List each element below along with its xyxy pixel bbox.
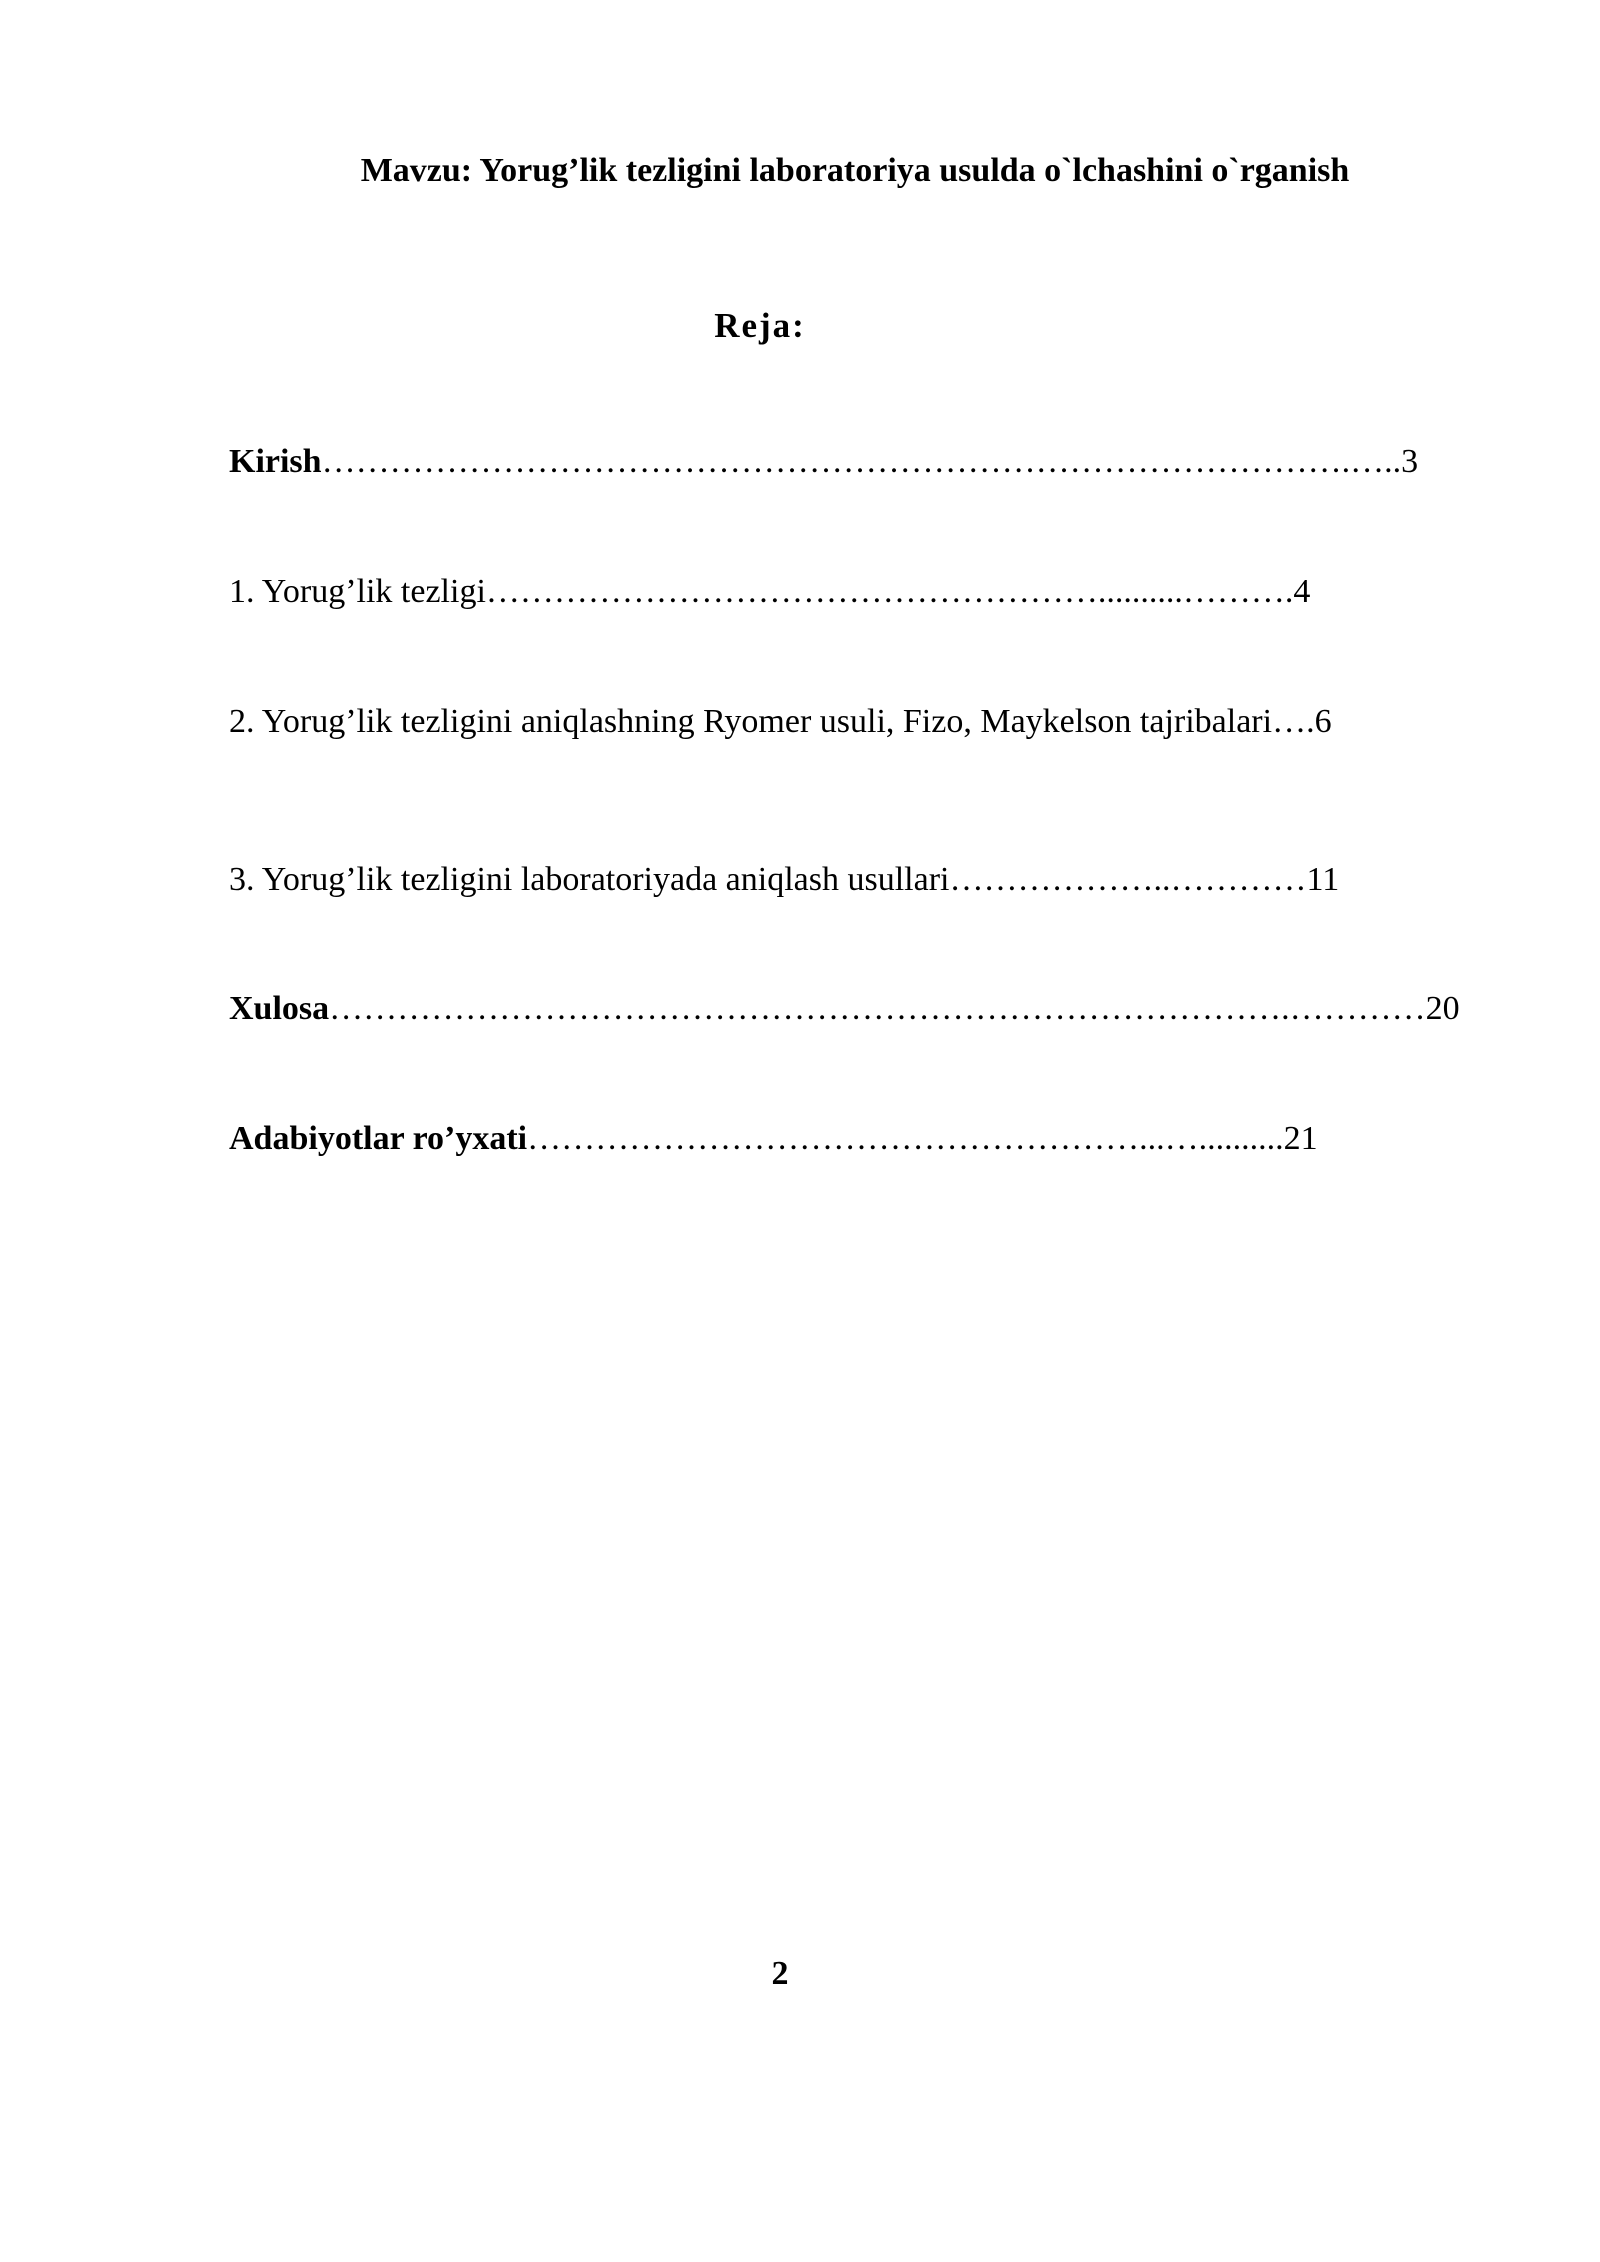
toc-entry-page: 11	[1306, 861, 1340, 898]
toc-entry-label: Xulosa	[229, 990, 330, 1027]
toc-entry-label: 1. Yorug’lik tezligi	[229, 573, 486, 610]
toc-entry-label: 3. Yorug’lik tezligini laboratoriyada aniqlash usullari	[229, 861, 950, 898]
toc-entry-label: 2. Yorug’lik tezligini aniqlashning Ryomer usuli, Fizo, Maykelson tajribalari	[229, 703, 1273, 740]
document-topic: Mavzu: Yorug’lik tezligini laboratoriya usulda o`lchashini o`rganish	[360, 152, 1350, 189]
toc-entry-1	[229, 572, 1310, 612]
toc-entry-leader: ………………..…………	[949, 861, 1307, 898]
toc-entry-page: 20	[1425, 990, 1460, 1027]
toc-entry-xulosa	[229, 989, 1460, 1029]
plan-heading: Reja:	[714, 306, 806, 345]
toc-entry-page: 3	[1401, 443, 1419, 480]
toc-entry-page: 21	[1283, 1120, 1318, 1157]
toc-entry-leader: ……………………………………………………………………………….…..	[321, 443, 1402, 480]
toc-entry-label: Adabiyotlar ro’yxati	[229, 1120, 528, 1157]
toc-entry-label: Kirish	[229, 443, 322, 480]
toc-entry-kirish	[229, 442, 1418, 482]
toc-entry-adabiyotlar	[229, 1119, 1318, 1159]
page-number: 2	[771, 1955, 789, 1992]
toc-entry-leader: ………………………………………………………………………….…………	[329, 990, 1426, 1027]
toc-entry-page: 4	[1293, 573, 1311, 610]
toc-entry-3	[229, 860, 1339, 900]
toc-entry-leader: ………………………………………………..........……….	[485, 573, 1294, 610]
toc-entry-page: 6	[1314, 703, 1332, 740]
toc-entry-leader: ………………………………………………...…..........	[527, 1120, 1284, 1157]
toc-entry-2	[229, 702, 1332, 742]
toc-entry-leader: ….	[1272, 703, 1315, 740]
